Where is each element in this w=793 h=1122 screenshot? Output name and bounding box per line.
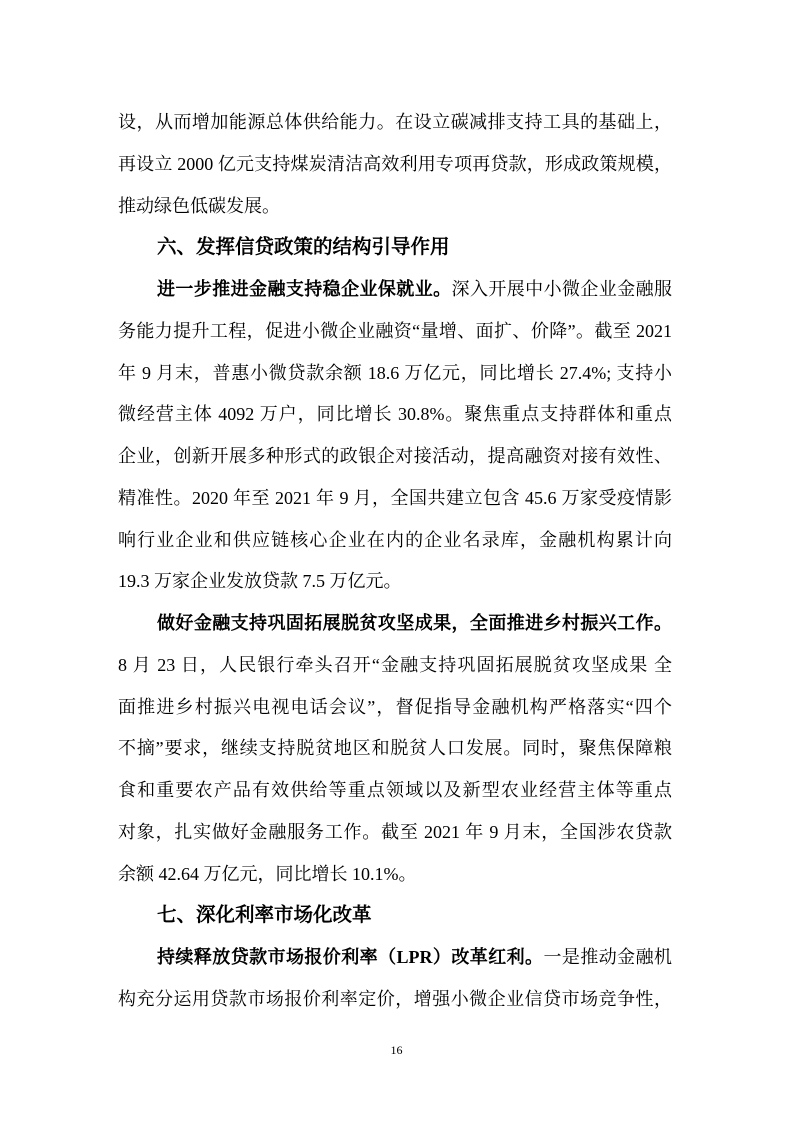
text-line [118,937,672,979]
text-line: 19.3 万家企业发放贷款 7.5 万亿元。 [118,571,402,592]
section-heading: 七、深化利率市场化改革 [157,904,372,927]
text-line: 推动绿色低碳发展。 [118,195,280,216]
text-line: 年 9 月末，普惠小微贷款余额 18.6 万亿元，同比增长 27.4%; 支持小 [118,362,672,383]
text-line: 面推进乡村振兴电视电话会议”，督促指导金融机构严格落实“四个 [118,696,672,717]
text-line: 微经营主体 4092 万户，同比增长 30.8%。聚焦重点支持群体和重点 [118,404,672,425]
text-line: 再设立 2000 亿元支持煤炭清洁高效利用专项再贷款，形成政策规模， [118,153,672,174]
text-line: 响行业企业和供应链核心企业在内的企业名录库，金融机构累计向 [118,529,672,550]
text-line: 不摘”要求，继续支持脱贫地区和脱贫人口发展。同时，聚焦保障粮 [118,738,672,759]
text-segment: 一是推动金融机 [543,947,672,967]
text-line [118,603,672,645]
paragraph-lead: 做好金融支持巩固拓展脱贫攻坚成果，全面推进乡村振兴工作。 [157,613,672,633]
text-line: 务能力提升工程，促进小微企业融资“量增、面扩、价降”。截至 2021 [118,320,672,341]
body-text [118,102,672,1021]
paragraph-lead: 进一步推进金融支持稳企业保就业。 [157,279,452,299]
text-line: 食和重要农产品有效供给等重点领域以及新型农业经营主体等重点 [118,780,672,800]
section-heading: 六、发挥信贷政策的结构引导作用 [157,236,450,259]
paragraph-lead: 持续释放贷款市场报价利率（LPR）改革红利。 [157,947,544,967]
text-line [118,269,672,311]
text-line: 设，从而增加能源总体供给能力。在设立碳减排支持工具的基础上， [118,112,672,132]
text-line: 精准性。2020 年至 2021 年 9 月，全国共建立包含 45.6 万家受疫情影 [118,487,672,508]
text-line: 企业，创新开展多种形式的政银企对接活动，提高融资对接有效性、 [118,446,672,466]
text-line: 构充分运用贷款市场报价利率定价，增强小微企业信贷市场竞争性， [118,988,672,1009]
text-line: 余额 42.64 万亿元，同比增长 10.1%。 [118,863,417,884]
page-number: 16 [390,1043,403,1057]
text-line: 8 月 23 日，人民银行牵头召开“金融支持巩固拓展脱贫攻坚成果 全 [118,654,672,675]
text-line: 对象，扎实做好金融服务工作。截至 2021 年 9 月末，全国涉农贷款 [118,821,672,842]
text-segment: 深入开展中小微企业金融服 [451,279,672,299]
